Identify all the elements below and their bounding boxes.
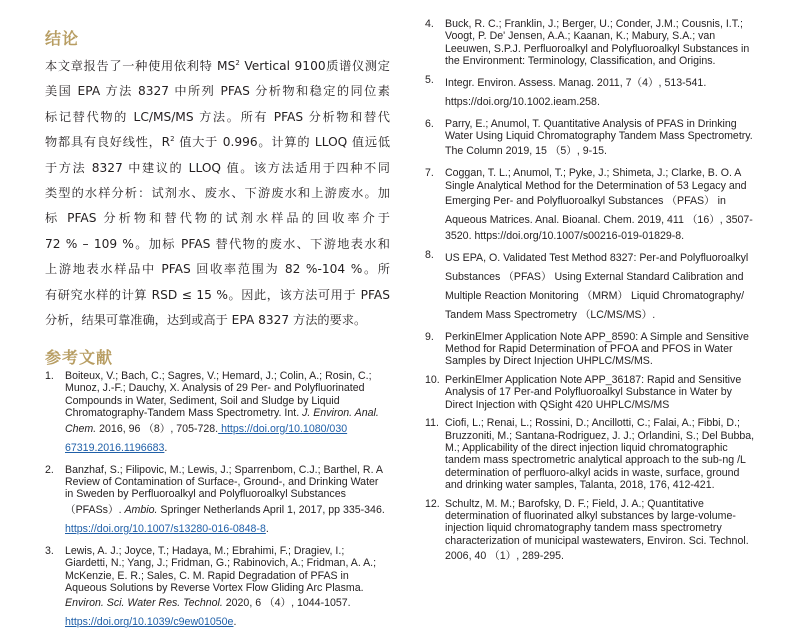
reference-line: 3520. https://doi.org/10.1007/s00216-019-01829-8. (445, 230, 685, 243)
reference-item-9 (425, 331, 790, 368)
reference-list-right (425, 18, 790, 572)
reference-line: Substances （PFAS） Using External Standard Calibration and (445, 270, 744, 283)
doi-link[interactable]: 67319.2016.1196683 (65, 441, 165, 454)
reference-line: Analysis of 17 Per-and Polyfluoroalkyl Substance in Water by (445, 386, 732, 399)
paragraph-line: 美国 EPA 方法 8327 中所列 PFAS 分析物和稳定的同位素 (45, 84, 390, 99)
reference-item-5 (425, 74, 790, 112)
reference-item-8 (425, 249, 790, 325)
reference-line: US EPA, O. Validated Test Method 8327: Per-and Polyfluoroalkyl (445, 251, 749, 264)
reference-line: determination of fluorinated alkyl substances by large-volume- (445, 509, 736, 522)
reference-line: tandem mass spectrometric analytical approach to the sub-ng /L (445, 454, 746, 467)
reference-list-left (45, 370, 395, 638)
reference-number: 5. (425, 73, 434, 86)
reference-line: Lewis, A. J.; Joyce, T.; Hadaya, M.; Ebrahimi, F.; Dragiev, I.; (65, 544, 345, 557)
reference-line: Buck, R. C.; Franklin, J.; Berger, U.; Conder, J.M.; Cousnis, I.T.; (445, 18, 743, 30)
reference-line: Tandem Mass Spectrometry （LC/MS/MS）. (445, 308, 656, 321)
conclusion-heading: 结论 (45, 29, 80, 48)
reference-line: https://doi.org/10.1007/s13280-016-0848-8. (65, 522, 269, 535)
paragraph-line: 72 % – 109 %。加标 PFAS 替代物的废水、下游地表水和 (45, 236, 390, 251)
reference-item-2 (45, 464, 395, 539)
reference-line: Direct Injection with QSight 420 UHPLC/MS/MS (445, 398, 670, 411)
reference-number: 3. (45, 544, 54, 557)
reference-line: Voogt, P. De' Jensen, A.A.; Kaanan, K.; Mabury, S.A.; van (445, 30, 716, 43)
reference-line: https://doi.org/10.1039/c9ew01050e. (65, 616, 237, 629)
reference-item-1 (45, 370, 395, 458)
reference-line: Single Analytical Method for the Determination of 53 Legacy and (445, 179, 747, 192)
doi-link[interactable]: https://doi.org/10.1080/030 (218, 422, 348, 435)
reference-number: 6. (425, 117, 434, 130)
reference-number: 8. (425, 248, 434, 261)
reference-line: Compounds in Water, Sediment, Soil and Sludge by Liquid (65, 394, 340, 407)
paragraph-line: 标记替代物的 LC/MS/MS 方法。所有 PFAS 分析物和替代 (45, 109, 390, 124)
reference-line: Boiteux, V.; Bach, C.; Sagres, V.; Hemard, J.; Colin, A.; Rosin, C.; (65, 370, 372, 382)
reference-line: Ciofi, L.; Renai, L.; Rossini, D.; Ancillotti, C.; Falai, A.; Fibbi, D.; (445, 417, 740, 430)
reference-item-6 (425, 118, 790, 162)
reference-line: 2006, 40 （1）, 289-295. (445, 550, 564, 563)
reference-line: the Environment: Terminology, Classification, and Origins. (445, 55, 716, 68)
paragraph-line: 类型的水样分析：试剂水、废水、下游废水和上游废水。加 (45, 185, 390, 200)
paragraph-line: 分析，结果可靠准确，达到或高于 EPA 8327 方法的要求。 (45, 312, 367, 327)
paragraph-line: 物都具有良好线性，$R^2$ 值大于 0.996。计算的 LLOQ 值远低 (45, 135, 391, 150)
reference-line: Schultz, M. M.; Barofsky, D. F.; Field, J. A.; Quantitative (445, 497, 704, 510)
paragraph-line: 标 PFAS 分析物和替代物的试剂水样品的回收率介于 (45, 211, 390, 226)
paragraph-line: 上游地表水样品中 PFAS 回收率范围为 82 %-104 %。所 (45, 262, 390, 277)
reference-line: Multiple Reaction Monitoring （MRM） Liquid Chromatography/ (445, 289, 745, 302)
doi-link[interactable]: https://doi.org/10.1039/c9ew01050e (65, 616, 234, 629)
reference-item-3 (45, 545, 395, 633)
references-heading: 参考文献 (45, 348, 114, 367)
doi-link[interactable]: https://doi.org/10.1007/s13280-016-0848-8 (65, 522, 266, 535)
reference-line: Bruzzoniti, M.; Santana-Rodriguez, J. J.; Orlandini, S.; Del Bubba, (445, 429, 755, 442)
reference-line: Chem. 2016, 96 （8）, 705-728. https://doi.org/10.1080/030 (65, 422, 348, 435)
paragraph-line: 本文章报告了一种使用依利特 $MS^2$ Vertical 9100质谱仪测定 (45, 59, 390, 73)
reference-number: 10. (425, 373, 440, 386)
reference-item-12 (425, 498, 790, 567)
reference-line: Environ. Sci. Water Res. Technol. 2020, 6 （4）, 1044-1057. (65, 597, 351, 610)
reference-line: Aqueous Matrices. Anal. Bioanal. Chem. 2019, 411 （16）, 3507- (445, 214, 753, 227)
reference-line: Chromatography-Tandem Mass Spectrometry. Int. J. Environ. Anal. (65, 407, 379, 420)
reference-line: The Column 2019, 15 （5）, 9-15. (445, 145, 607, 158)
reference-line: Method for Rapid Determination of PFOA and PFOS in Water (445, 343, 733, 356)
reference-number: 4. (425, 18, 434, 30)
conclusion-paragraph (45, 54, 390, 333)
reference-line: Integr. Environ. Assess. Manag. 2011, 7（4）, 513-541. (445, 76, 707, 89)
paragraph-line: 于方法 8327 中建议的 LLOQ 值。该方法适用于四种不同 (45, 160, 390, 175)
reference-item-10 (425, 374, 790, 411)
reference-line: PerkinElmer Application Note APP_36187: Rapid and Sensitive (445, 373, 742, 386)
reference-line: characterization of municipal wastewaters, Environ. Sci. Technol. (445, 534, 749, 547)
reference-line: in Sweden by Perfluoroalkyl and Polyfluoroalkyl Substances (65, 488, 346, 501)
reference-line: Samples by Direct Injection UHPLC/MS/MS. (445, 355, 653, 368)
reference-line: Emerging Per- and Polyfluoroalkyl Substances （PFAS） in (445, 195, 726, 208)
reference-line: M.; Applicability of the direct injection liquid chromatographic (445, 441, 728, 454)
reference-line: Aqueous Solutions by Reverse Vortex Flow Gliding Arc Plasma. (65, 582, 364, 595)
paragraph-line: 有研究水样的计算 RSD ≤ 15 %。因此，该方法可用于 PFAS (45, 287, 390, 302)
reference-item-11 (425, 417, 790, 491)
reference-number: 11. (425, 417, 439, 430)
reference-line: Leeuwen, S.P.J. Perfluoroalkyl and Polyfluoroalkyl Substances in (445, 42, 750, 55)
reference-line: Coggan, T. L.; Anumol, T.; Pyke, J.; Shimeta, J.; Clarke, B. O. A (445, 167, 742, 180)
reference-line: determination of perfluoro-alkyl acids in waste, surface, ground (445, 466, 740, 479)
reference-line: https://doi.org/10.1002.ieam.258. (445, 95, 600, 108)
reference-line: Banzhaf, S.; Filipovic, M.; Lewis, J.; Sparrenbom, C.J.; Barthel, R. A (65, 463, 383, 476)
reference-line: Giardetti, N.; Yang, J.; Fridman, G.; Rabinovich, A.; Fridman, A. A.; (65, 557, 377, 570)
reference-item-7 (425, 167, 790, 242)
reference-line: （PFASs）. Ambio. Springer Netherlands April 1, 2017, pp 335-346. (65, 503, 385, 516)
reference-line: Review of Contamination of Surface-, Ground-, and Drinking Water (65, 476, 379, 489)
reference-item-4 (425, 18, 790, 68)
reference-line: and drinking water samples, Talanta, 2018, 176, 412-421. (445, 479, 715, 492)
reference-line: injection liquid chromatography tandem mass spectrometry (445, 522, 722, 535)
reference-number: 9. (425, 330, 434, 343)
reference-line: Water Using Liquid Chromatography Tandem Mass Spectrometry. (445, 130, 753, 143)
reference-line: Parry, E.; Anumol, T. Quantitative Analysis of PFAS in Drinking (445, 117, 737, 130)
reference-number: 7. (425, 167, 434, 180)
reference-number: 2. (45, 463, 54, 476)
reference-number: 12. (425, 497, 440, 510)
reference-line: 67319.2016.1196683. (65, 441, 168, 454)
reference-line: Munoz, J.-F.; Dauchy, X. Analysis of 29 Per- and Polyfluorinated (65, 382, 365, 395)
reference-line: McKenzie, E. R.; Sales, C. M. Rapid Degradation of PFAS in (65, 569, 349, 582)
reference-line: PerkinElmer Application Note APP_8590: A Simple and Sensitive (445, 330, 749, 343)
reference-number: 1. (45, 370, 54, 382)
